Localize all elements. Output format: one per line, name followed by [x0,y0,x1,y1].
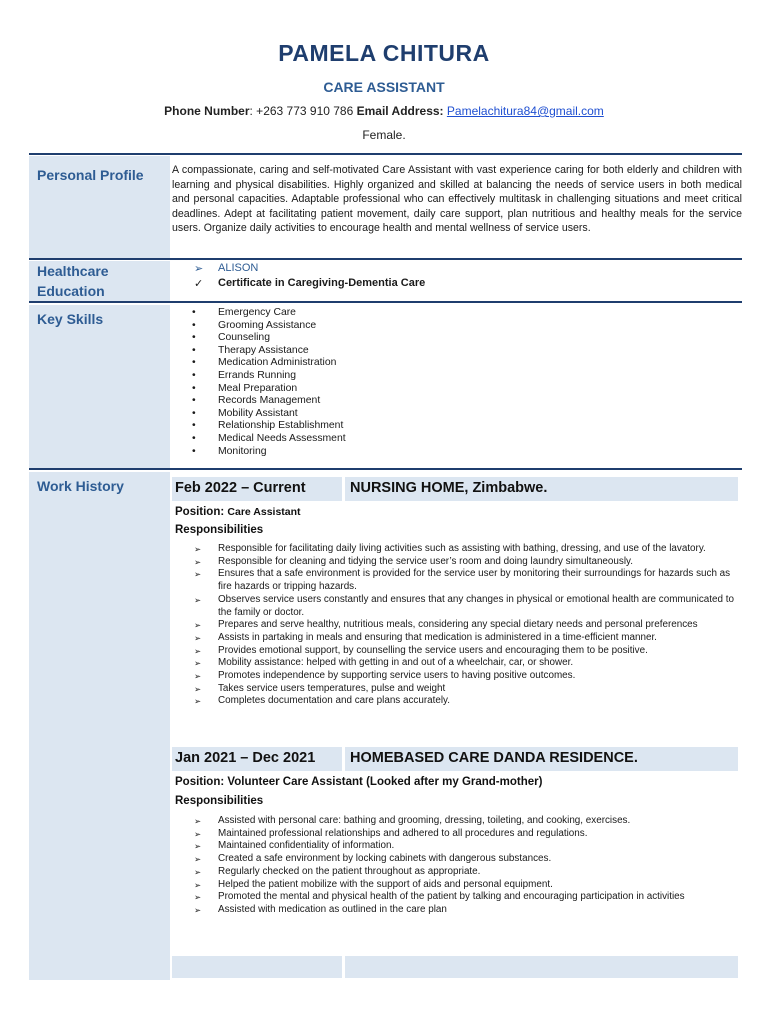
section-divider [29,468,742,470]
responsibility-item: ➢ Assisted with personal care: bathing and grooming, dressing, toileting, and cooking, exercises. [194,815,739,828]
band-divider [342,747,345,771]
job-organization: NURSING HOME, Zimbabwe. [350,480,548,496]
responsibility-item: ➢ Created a safe environment by locking cabinets with dangerous substances. [194,853,739,866]
section-divider [29,153,742,155]
phone-label: Phone Number [164,104,250,118]
skill-item: • Therapy Assistance [192,345,346,358]
skill-item: • Grooming Assistance [192,320,346,333]
job-dates: Jan 2021 – Dec 2021 [175,750,316,766]
education-heading [37,261,109,301]
responsibility-item: ➢ Provides emotional support, by counselling the service users and encouraging them to be positive. [194,645,739,658]
position-value: Care Assistant [227,506,301,518]
education-heading-line1: Healthcare [37,263,109,279]
skill-item: • Relationship Establishment [192,420,346,433]
skill-item: • Counseling [192,332,346,345]
band-divider [342,477,345,501]
candidate-name: PAMELA CHITURA [278,40,490,66]
responsibility-item: ➢ Mobility assistance: helped with getting in and out of a wheelchair, car, or shower. [194,657,739,670]
contact-line [0,104,768,118]
section-divider [29,258,742,260]
position-label: Position: [175,776,225,788]
responsibility-item: ➢ Promoted the mental and physical health of the patient by talking and encouraging participation in activities [194,891,739,904]
email-link[interactable]: Pamelachitura84@gmail.com [446,104,604,118]
education-heading-line2: Education [37,283,105,299]
job-title: CARE ASSISTANT [323,79,445,95]
institution-name: ALISON [218,262,259,274]
responsibility-item: ➢ Maintained professional relationships and adhered to all procedures and regulations. [194,828,739,841]
responsibility-item: ➢ Ensures that a safe environment is provided for the service user by monitoring their surroundings for hazards such as fire hazards or tripping hazards. [194,568,739,593]
empty-job-row [172,956,738,978]
job-header [172,747,738,771]
job-position [175,776,542,788]
responsibility-item: ➢ Completes documentation and care plans accurately. [194,695,739,708]
skills-heading: Key Skills [37,311,104,327]
responsibilities-list [194,543,739,708]
email-label: Email Address: [356,104,444,118]
responsibilities-heading: Responsibilities [175,795,264,807]
responsibility-item: ➢ Promotes independence by supporting service users to having positive outcomes. [194,670,739,683]
position-value: Volunteer Care Assistant (Looked after my Grand-mother) [227,776,543,788]
skill-item: • Monitoring [192,446,346,459]
responsibility-item: ➢ Responsible for cleaning and tidying the service user’s room and doing laundry simultaneously. [194,556,739,569]
band-divider [342,956,345,978]
skills-label-panel [29,305,170,468]
skill-item: • Mobility Assistant [192,408,346,421]
responsibility-item: ➢ Takes service users temperatures, pulse and weight [194,683,739,696]
skill-item: • Medication Administration [192,357,346,370]
skills-list [192,307,346,458]
section-divider [29,301,742,303]
responsibilities-heading: Responsibilities [175,524,264,536]
skill-item: • Records Management [192,395,346,408]
responsibility-item: ➢ Regularly checked on the patient throughout as appropriate. [194,866,739,879]
job-organization: HOMEBASED CARE DANDA RESIDENCE. [350,750,638,766]
responsibilities-list [194,815,739,917]
checkmark-icon: ✓ [194,278,204,290]
gender: Female. [362,128,406,142]
job-position [175,506,301,518]
certificate-name: Certificate in Caregiving-Dementia Care [218,277,426,289]
profile-heading: Personal Profile [37,167,144,183]
responsibility-item: ➢ Assisted with medication as outlined in the care plan [194,904,739,917]
responsibility-item: ➢ Prepares and serve healthy, nutritious meals, considering any special dietary needs and personal preferences [194,619,739,632]
skill-item: • Medical Needs Assessment [192,433,346,446]
skill-item: • Errands Running [192,370,346,383]
profile-text: A compassionate, caring and self-motivated Care Assistant with vast experience caring for both elderly and children with learning and physical disabilities. Highly organized and skilled at balancing the needs of service users in both medical and personal capacities. Adaptable professional who can effectively multitask in challenging situations and meet critical deadlines. Adept at facilitating patient movement, daily care support, plan nutritious and healthy meals for the service users. Organize daily activities to encourage health and mental wellness of service users. [172,164,742,235]
responsibility-item: ➢ Assists in partaking in meals and ensuring that medication is administered in a time-efficient manner. [194,632,739,645]
skill-item: • Meal Preparation [192,383,346,396]
job-dates: Feb 2022 – Current [175,480,306,496]
position-label: Position: [175,506,225,518]
work-heading: Work History [37,478,124,494]
arrow-bullet-icon: ➢ [194,263,204,275]
skill-item: • Emergency Care [192,307,346,320]
responsibility-item: ➢ Observes service users constantly and ensures that any changes in physical or emotional health are communicated to the family or doctor. [194,594,739,619]
responsibility-item: ➢ Maintained confidentiality of information. [194,840,739,853]
work-label-panel [29,472,170,980]
responsibility-item: ➢ Helped the patient mobilize with the support of aids and personal equipment. [194,879,739,892]
phone-value: : +263 773 910 786 [249,104,354,118]
job-header [172,477,738,501]
responsibility-item: ➢ Responsible for facilitating daily living activities such as assisting with bathing, dressing, and use of the lavatory. [194,543,739,556]
